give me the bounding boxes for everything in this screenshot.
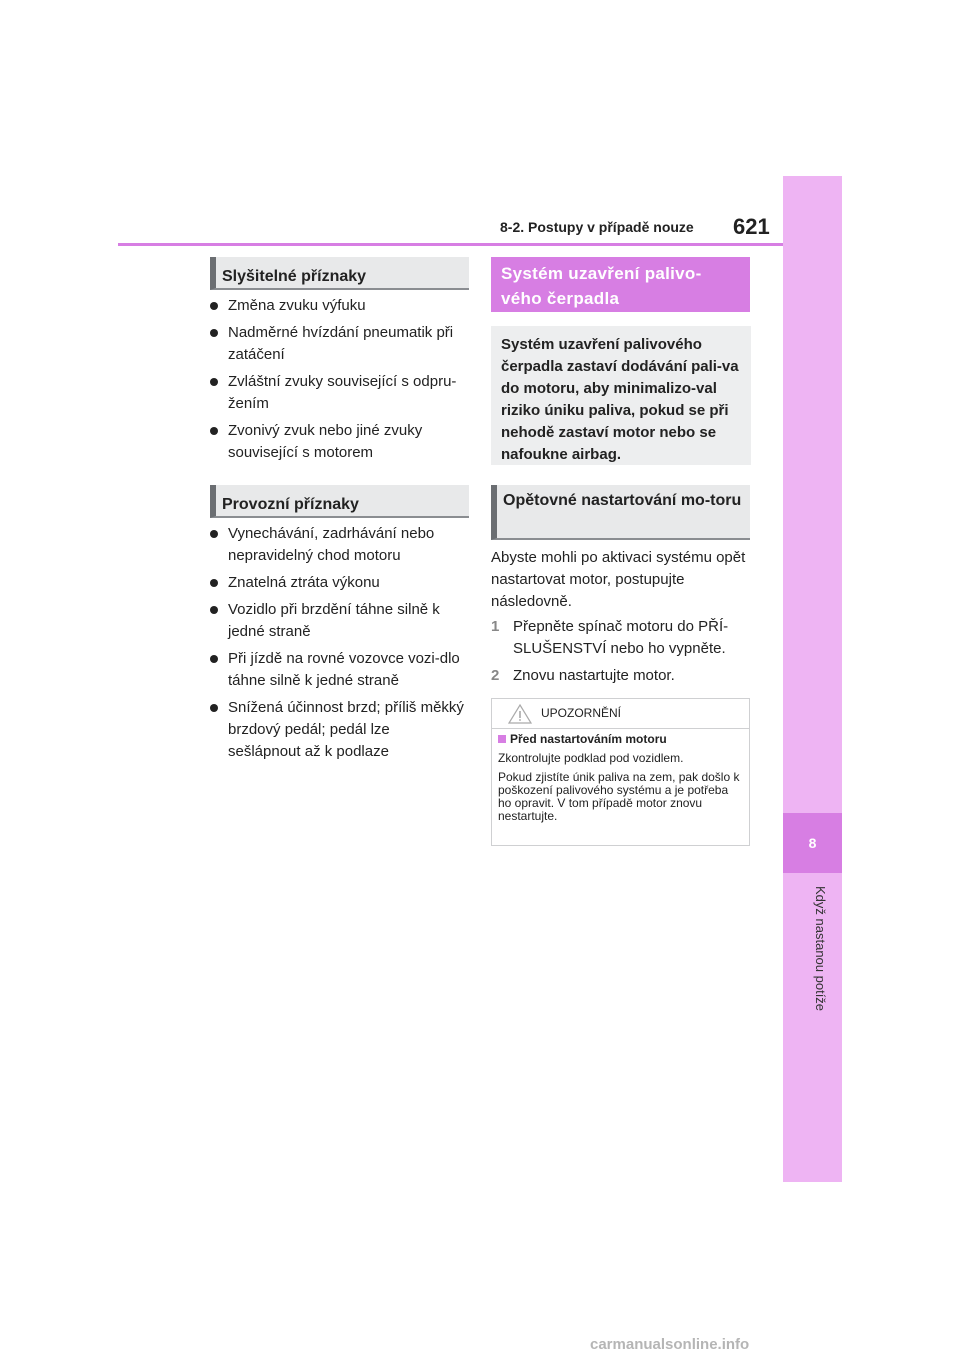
page-number: 621 [733, 214, 770, 239]
bullet-icon [210, 530, 218, 538]
chapter-side-tab [783, 176, 842, 1182]
caution-subheading: Před nastartováním motoru [498, 733, 743, 746]
bullet-icon [210, 579, 218, 587]
list-item: Změna zvuku výfuku [210, 295, 465, 317]
list-item: Při jízdě na rovné vozovce vozi-dlo táhne silně k jedné straně [210, 648, 465, 692]
audible-symptoms-heading: Slyšitelné příznaky [210, 257, 469, 290]
watermark: carmanualsonline.info [590, 1336, 750, 1353]
engine-restart-heading: Opětovné nastartování mo-toru [491, 485, 750, 540]
list-item: Znatelná ztráta výkonu [210, 572, 465, 594]
bullet-icon [210, 378, 218, 386]
bullet-icon [210, 329, 218, 337]
list-item: Zvonivý zvuk nebo jiné zvuky související s motorem [210, 420, 465, 464]
fuel-pump-shutoff-heading: Systém uzavření palivo-vého čerpadla [491, 257, 750, 312]
operational-symptoms-list [210, 523, 465, 768]
bullet-icon [210, 704, 218, 712]
fuel-pump-description: Systém uzavření palivového čerpadla zastaví dodávání pali-va do motoru, aby minimalizo-val riziko úniku paliva, pokud se při nehodě zastaví motor nebo se nafoukne airbag. [491, 326, 751, 465]
list-item: Nadměrné hvízdání pneumatik při zatáčení [210, 322, 465, 366]
caution-label: UPOZORNĚNÍ [541, 706, 622, 720]
caution-body [492, 729, 749, 833]
operational-symptoms-heading: Provozní příznaky [210, 485, 469, 518]
bullet-icon [210, 302, 218, 310]
chapter-number: 8 [783, 813, 842, 873]
caution-paragraph: Zkontrolujte podklad pod vozidlem. [498, 751, 684, 765]
list-item: Zvláštní zvuky související s odpru-žením [210, 371, 465, 415]
caution-paragraph: Pokud zjistíte únik paliva na zem, pak došlo k poškození palivového systému a je potřeba ho opravit. V tom případě motor znovu nestartujte. [498, 770, 740, 823]
audible-symptoms-list [210, 295, 465, 469]
step-item: 2 Znovu nastartujte motor. [491, 667, 675, 684]
restart-intro: Abyste mohli po aktivaci systému opět nastartovat motor, postupujte následovně. [491, 549, 746, 610]
bullet-icon [210, 606, 218, 614]
bullet-icon [210, 427, 218, 435]
list-item: Vynechávání, zadrhávání nebo nepravidelný chod motoru [210, 523, 465, 567]
restart-steps [491, 616, 750, 692]
list-item: Vozidlo při brzdění táhne silně k jedné straně [210, 599, 465, 643]
chapter-title: Když nastanou potíže [813, 886, 828, 1012]
square-bullet-icon [498, 735, 506, 743]
step-item: 1 Přepněte spínač motoru do PŘÍ-SLUŠENSTVÍ nebo ho vypněte. [491, 618, 729, 657]
list-item: Snížená účinnost brzd; příliš měkký brzdový pedál; pedál lze sešlápnout až k podlaze [210, 697, 465, 763]
caution-header [492, 699, 749, 729]
bullet-icon [210, 655, 218, 663]
caution-box [491, 698, 750, 846]
warning-triangle-icon [508, 704, 532, 724]
section-title: 8-2. Postupy v případě nouze [500, 219, 694, 235]
header-divider [118, 243, 783, 246]
